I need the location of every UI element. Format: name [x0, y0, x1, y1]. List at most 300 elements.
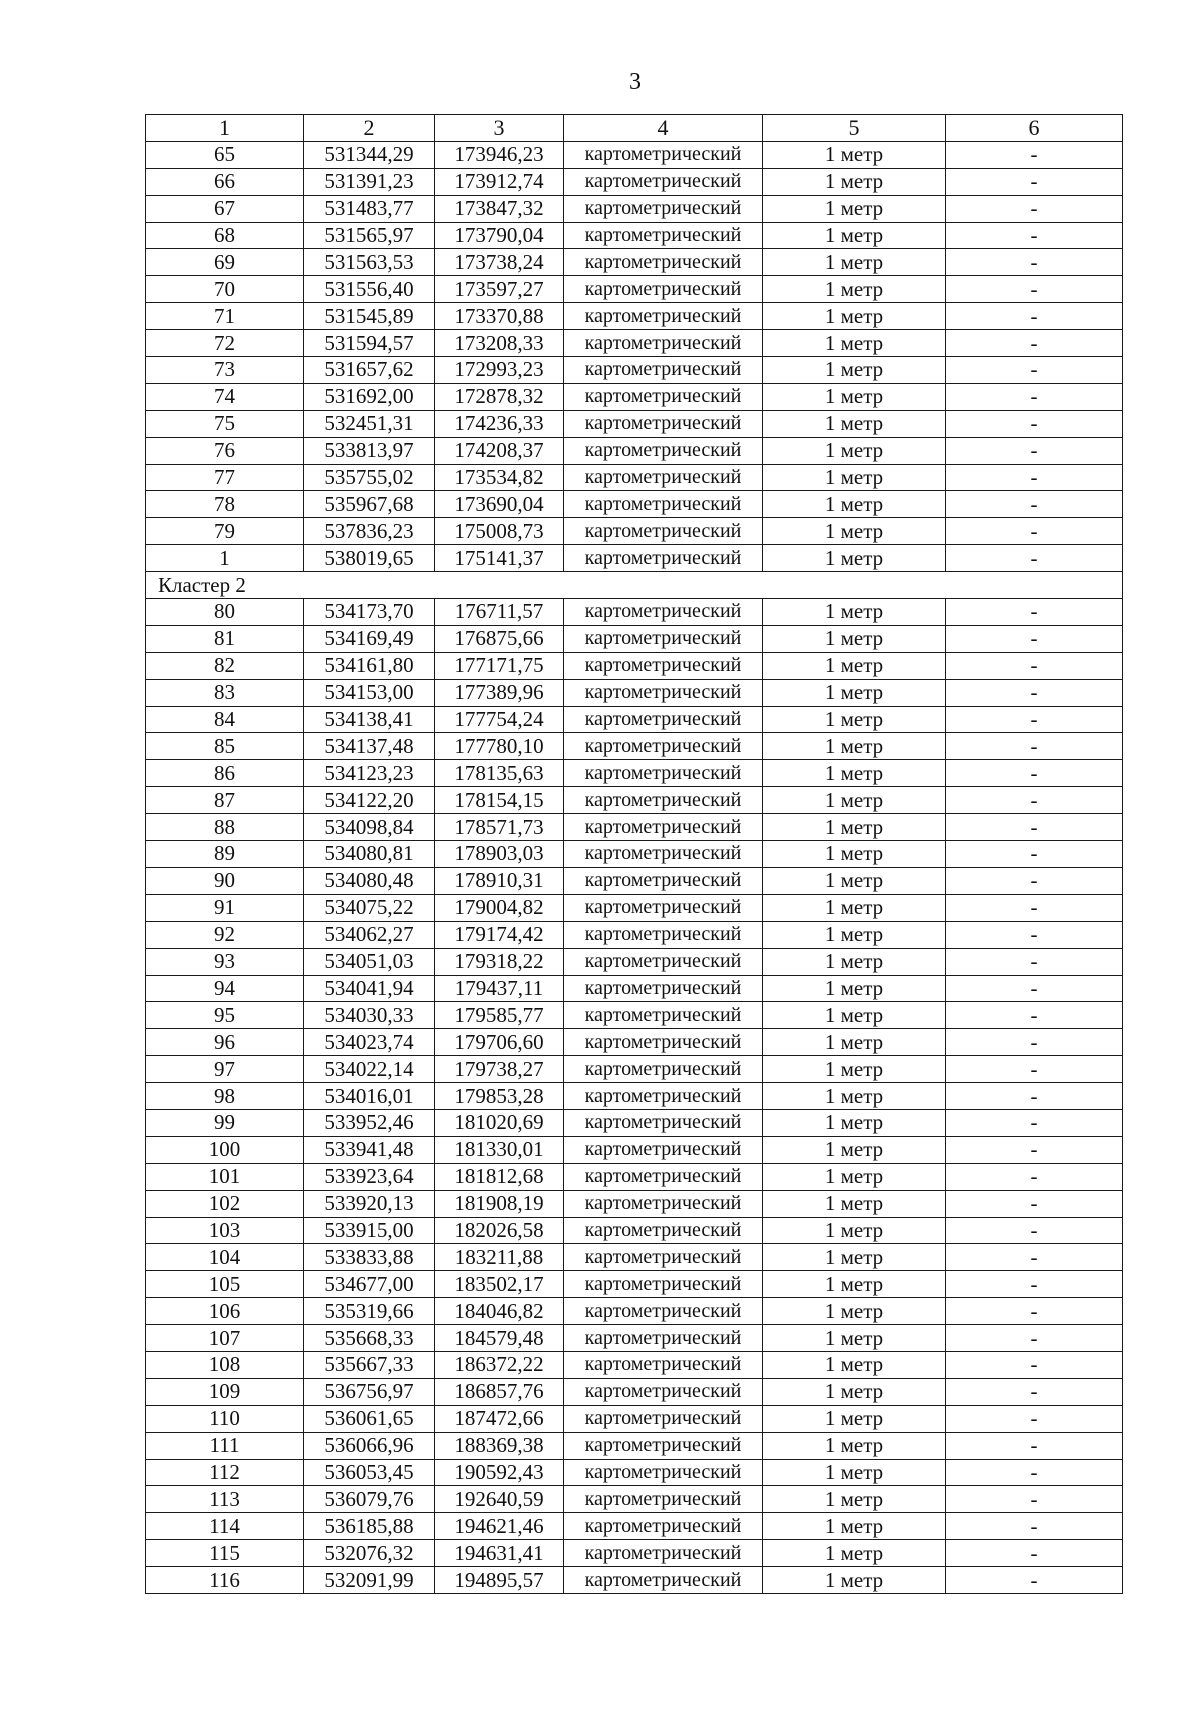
point-number-cell: 100 — [146, 1136, 304, 1163]
note-cell: - — [946, 249, 1123, 276]
y-coordinate-cell: 178571,73 — [435, 814, 564, 841]
column-header-6: 6 — [946, 115, 1123, 142]
y-coordinate-cell: 173790,04 — [435, 222, 564, 249]
method-cell: картометрический — [564, 948, 763, 975]
point-number-cell: 72 — [146, 330, 304, 357]
point-number-cell: 69 — [146, 249, 304, 276]
x-coordinate-cell: 531344,29 — [304, 141, 435, 168]
x-coordinate-cell: 534122,20 — [304, 787, 435, 814]
y-coordinate-cell: 179004,82 — [435, 894, 564, 921]
table-row — [146, 787, 1123, 814]
table-row — [146, 545, 1123, 572]
accuracy-cell: 1 метр — [763, 1109, 946, 1136]
table-row — [146, 652, 1123, 679]
table-row — [146, 1486, 1123, 1513]
y-coordinate-cell: 177171,75 — [435, 652, 564, 679]
accuracy-cell: 1 метр — [763, 222, 946, 249]
table-row — [146, 1271, 1123, 1298]
x-coordinate-cell: 536061,65 — [304, 1405, 435, 1432]
point-number-cell: 97 — [146, 1056, 304, 1083]
y-coordinate-cell: 179318,22 — [435, 948, 564, 975]
note-cell: - — [946, 1136, 1123, 1163]
table-row — [146, 1136, 1123, 1163]
point-number-cell: 96 — [146, 1029, 304, 1056]
method-cell: картометрический — [564, 841, 763, 868]
x-coordinate-cell: 534041,94 — [304, 975, 435, 1002]
note-cell: - — [946, 1432, 1123, 1459]
note-cell: - — [946, 303, 1123, 330]
x-coordinate-cell: 535319,66 — [304, 1298, 435, 1325]
point-number-cell: 1 — [146, 545, 304, 572]
method-cell: картометрический — [564, 1432, 763, 1459]
accuracy-cell: 1 метр — [763, 706, 946, 733]
x-coordinate-cell: 531391,23 — [304, 168, 435, 195]
accuracy-cell: 1 метр — [763, 599, 946, 626]
y-coordinate-cell: 192640,59 — [435, 1486, 564, 1513]
point-number-cell: 81 — [146, 625, 304, 652]
table-row — [146, 1378, 1123, 1405]
y-coordinate-cell: 186857,76 — [435, 1378, 564, 1405]
table-row — [146, 625, 1123, 652]
y-coordinate-cell: 190592,43 — [435, 1459, 564, 1486]
y-coordinate-cell: 175008,73 — [435, 518, 564, 545]
x-coordinate-cell: 531594,57 — [304, 330, 435, 357]
point-number-cell: 83 — [146, 679, 304, 706]
method-cell: картометрический — [564, 625, 763, 652]
y-coordinate-cell: 173208,33 — [435, 330, 564, 357]
accuracy-cell: 1 метр — [763, 948, 946, 975]
note-cell: - — [946, 679, 1123, 706]
table-row — [146, 841, 1123, 868]
accuracy-cell: 1 метр — [763, 1056, 946, 1083]
x-coordinate-cell: 533833,88 — [304, 1244, 435, 1271]
method-cell: картометрический — [564, 814, 763, 841]
table-row — [146, 222, 1123, 249]
table-row — [146, 1298, 1123, 1325]
point-number-cell: 115 — [146, 1540, 304, 1567]
x-coordinate-cell: 532091,99 — [304, 1567, 435, 1594]
table-row — [146, 383, 1123, 410]
accuracy-cell: 1 метр — [763, 1298, 946, 1325]
page-number: 3 — [629, 69, 641, 95]
table-row — [146, 1109, 1123, 1136]
note-cell: - — [946, 1325, 1123, 1352]
method-cell: картометрический — [564, 1325, 763, 1352]
table-row — [146, 1002, 1123, 1029]
point-number-cell: 87 — [146, 787, 304, 814]
accuracy-cell: 1 метр — [763, 303, 946, 330]
note-cell: - — [946, 652, 1123, 679]
note-cell: - — [946, 1002, 1123, 1029]
accuracy-cell: 1 метр — [763, 1567, 946, 1594]
note-cell: - — [946, 894, 1123, 921]
accuracy-cell: 1 метр — [763, 1405, 946, 1432]
method-cell: картометрический — [564, 222, 763, 249]
x-coordinate-cell: 534153,00 — [304, 679, 435, 706]
accuracy-cell: 1 метр — [763, 1002, 946, 1029]
y-coordinate-cell: 173847,32 — [435, 195, 564, 222]
method-cell: картометрический — [564, 894, 763, 921]
table-row — [146, 437, 1123, 464]
note-cell: - — [946, 1298, 1123, 1325]
method-cell: картометрический — [564, 249, 763, 276]
accuracy-cell: 1 метр — [763, 276, 946, 303]
point-number-cell: 101 — [146, 1163, 304, 1190]
y-coordinate-cell: 173912,74 — [435, 168, 564, 195]
method-cell: картометрический — [564, 1056, 763, 1083]
y-coordinate-cell: 173690,04 — [435, 491, 564, 518]
x-coordinate-cell: 531483,77 — [304, 195, 435, 222]
method-cell: картометрический — [564, 491, 763, 518]
point-number-cell: 104 — [146, 1244, 304, 1271]
accuracy-cell: 1 метр — [763, 975, 946, 1002]
method-cell: картометрический — [564, 975, 763, 1002]
table-row — [146, 1459, 1123, 1486]
x-coordinate-cell: 532076,32 — [304, 1540, 435, 1567]
note-cell: - — [946, 195, 1123, 222]
accuracy-cell: 1 метр — [763, 410, 946, 437]
y-coordinate-cell: 184046,82 — [435, 1298, 564, 1325]
note-cell: - — [946, 357, 1123, 384]
x-coordinate-cell: 536066,96 — [304, 1432, 435, 1459]
accuracy-cell: 1 метр — [763, 814, 946, 841]
note-cell: - — [946, 867, 1123, 894]
accuracy-cell: 1 метр — [763, 1540, 946, 1567]
y-coordinate-cell: 175141,37 — [435, 545, 564, 572]
y-coordinate-cell: 184579,48 — [435, 1325, 564, 1352]
table-row — [146, 1325, 1123, 1352]
column-header-2: 2 — [304, 115, 435, 142]
method-cell: картометрический — [564, 1271, 763, 1298]
table-row — [146, 1190, 1123, 1217]
point-number-cell: 99 — [146, 1109, 304, 1136]
x-coordinate-cell: 534169,49 — [304, 625, 435, 652]
method-cell: картометрический — [564, 303, 763, 330]
note-cell: - — [946, 733, 1123, 760]
table-row — [146, 1405, 1123, 1432]
method-cell: картометрический — [564, 1244, 763, 1271]
point-number-cell: 112 — [146, 1459, 304, 1486]
method-cell: картометрический — [564, 276, 763, 303]
y-coordinate-cell: 194895,57 — [435, 1567, 564, 1594]
note-cell: - — [946, 518, 1123, 545]
note-cell: - — [946, 1271, 1123, 1298]
table-row — [146, 276, 1123, 303]
note-cell: - — [946, 1244, 1123, 1271]
note-cell: - — [946, 1459, 1123, 1486]
table-row — [146, 706, 1123, 733]
accuracy-cell: 1 метр — [763, 330, 946, 357]
point-number-cell: 73 — [146, 357, 304, 384]
method-cell: картометрический — [564, 1351, 763, 1378]
point-number-cell: 102 — [146, 1190, 304, 1217]
accuracy-cell: 1 метр — [763, 195, 946, 222]
accuracy-cell: 1 метр — [763, 867, 946, 894]
note-cell: - — [946, 948, 1123, 975]
point-number-cell: 77 — [146, 464, 304, 491]
point-number-cell: 86 — [146, 760, 304, 787]
method-cell: картометрический — [564, 1486, 763, 1513]
y-coordinate-cell: 183502,17 — [435, 1271, 564, 1298]
point-number-cell: 75 — [146, 410, 304, 437]
note-cell: - — [946, 1351, 1123, 1378]
y-coordinate-cell: 179174,42 — [435, 921, 564, 948]
header-row — [146, 115, 1123, 142]
method-cell: картометрический — [564, 1513, 763, 1540]
y-coordinate-cell: 179585,77 — [435, 1002, 564, 1029]
method-cell: картометрический — [564, 1567, 763, 1594]
point-number-cell: 90 — [146, 867, 304, 894]
x-coordinate-cell: 534098,84 — [304, 814, 435, 841]
y-coordinate-cell: 178903,03 — [435, 841, 564, 868]
accuracy-cell: 1 метр — [763, 1351, 946, 1378]
y-coordinate-cell: 174236,33 — [435, 410, 564, 437]
x-coordinate-cell: 534161,80 — [304, 652, 435, 679]
accuracy-cell: 1 метр — [763, 1432, 946, 1459]
note-cell: - — [946, 706, 1123, 733]
accuracy-cell: 1 метр — [763, 1378, 946, 1405]
method-cell: картометрический — [564, 1002, 763, 1029]
x-coordinate-cell: 533920,13 — [304, 1190, 435, 1217]
point-number-cell: 66 — [146, 168, 304, 195]
x-coordinate-cell: 534677,00 — [304, 1271, 435, 1298]
point-number-cell: 111 — [146, 1432, 304, 1459]
table-row — [146, 975, 1123, 1002]
table-row — [146, 760, 1123, 787]
table-row — [146, 330, 1123, 357]
y-coordinate-cell: 181330,01 — [435, 1136, 564, 1163]
accuracy-cell: 1 метр — [763, 168, 946, 195]
method-cell: картометрический — [564, 1190, 763, 1217]
note-cell: - — [946, 464, 1123, 491]
y-coordinate-cell: 179738,27 — [435, 1056, 564, 1083]
x-coordinate-cell: 533941,48 — [304, 1136, 435, 1163]
note-cell: - — [946, 841, 1123, 868]
y-coordinate-cell: 179853,28 — [435, 1083, 564, 1110]
point-number-cell: 107 — [146, 1325, 304, 1352]
note-cell: - — [946, 1217, 1123, 1244]
table-header — [146, 115, 1123, 142]
note-cell: - — [946, 168, 1123, 195]
x-coordinate-cell: 535667,33 — [304, 1351, 435, 1378]
accuracy-cell: 1 метр — [763, 141, 946, 168]
note-cell: - — [946, 921, 1123, 948]
method-cell: картометрический — [564, 867, 763, 894]
accuracy-cell: 1 метр — [763, 921, 946, 948]
y-coordinate-cell: 178154,15 — [435, 787, 564, 814]
y-coordinate-cell: 173597,27 — [435, 276, 564, 303]
method-cell: картометрический — [564, 760, 763, 787]
x-coordinate-cell: 534075,22 — [304, 894, 435, 921]
cluster-heading: Кластер 2 — [146, 572, 1123, 599]
point-number-cell: 94 — [146, 975, 304, 1002]
note-cell: - — [946, 1405, 1123, 1432]
note-cell: - — [946, 787, 1123, 814]
accuracy-cell: 1 метр — [763, 894, 946, 921]
point-number-cell: 103 — [146, 1217, 304, 1244]
method-cell: картометрический — [564, 652, 763, 679]
point-number-cell: 109 — [146, 1378, 304, 1405]
table-row — [146, 518, 1123, 545]
accuracy-cell: 1 метр — [763, 787, 946, 814]
x-coordinate-cell: 534173,70 — [304, 599, 435, 626]
y-coordinate-cell: 187472,66 — [435, 1405, 564, 1432]
table-body — [146, 141, 1123, 1593]
method-cell: картометрический — [564, 195, 763, 222]
point-number-cell: 89 — [146, 841, 304, 868]
x-coordinate-cell: 534030,33 — [304, 1002, 435, 1029]
method-cell: картометрический — [564, 141, 763, 168]
note-cell: - — [946, 814, 1123, 841]
x-coordinate-cell: 531692,00 — [304, 383, 435, 410]
point-number-cell: 95 — [146, 1002, 304, 1029]
method-cell: картометрический — [564, 1029, 763, 1056]
accuracy-cell: 1 метр — [763, 625, 946, 652]
accuracy-cell: 1 метр — [763, 1136, 946, 1163]
x-coordinate-cell: 531545,89 — [304, 303, 435, 330]
y-coordinate-cell: 173534,82 — [435, 464, 564, 491]
point-number-cell: 110 — [146, 1405, 304, 1432]
y-coordinate-cell: 176875,66 — [435, 625, 564, 652]
x-coordinate-cell: 534023,74 — [304, 1029, 435, 1056]
note-cell: - — [946, 1486, 1123, 1513]
table-row — [146, 195, 1123, 222]
note-cell: - — [946, 599, 1123, 626]
y-coordinate-cell: 172993,23 — [435, 357, 564, 384]
note-cell: - — [946, 410, 1123, 437]
point-number-cell: 70 — [146, 276, 304, 303]
method-cell: картометрический — [564, 410, 763, 437]
accuracy-cell: 1 метр — [763, 1271, 946, 1298]
point-number-cell: 113 — [146, 1486, 304, 1513]
table-row — [146, 1513, 1123, 1540]
table-row — [146, 894, 1123, 921]
y-coordinate-cell: 182026,58 — [435, 1217, 564, 1244]
point-number-cell: 67 — [146, 195, 304, 222]
table-row — [146, 303, 1123, 330]
accuracy-cell: 1 метр — [763, 1217, 946, 1244]
table-row — [146, 1163, 1123, 1190]
note-cell: - — [946, 1029, 1123, 1056]
accuracy-cell: 1 метр — [763, 1083, 946, 1110]
accuracy-cell: 1 метр — [763, 491, 946, 518]
accuracy-cell: 1 метр — [763, 1513, 946, 1540]
x-coordinate-cell: 538019,65 — [304, 545, 435, 572]
y-coordinate-cell: 173946,23 — [435, 141, 564, 168]
x-coordinate-cell: 534022,14 — [304, 1056, 435, 1083]
table-row — [146, 168, 1123, 195]
accuracy-cell: 1 метр — [763, 760, 946, 787]
table-row — [146, 1217, 1123, 1244]
point-number-cell: 80 — [146, 599, 304, 626]
method-cell: картометрический — [564, 330, 763, 357]
table-row — [146, 1083, 1123, 1110]
accuracy-cell: 1 метр — [763, 1163, 946, 1190]
note-cell: - — [946, 625, 1123, 652]
x-coordinate-cell: 535755,02 — [304, 464, 435, 491]
y-coordinate-cell: 173370,88 — [435, 303, 564, 330]
x-coordinate-cell: 536185,88 — [304, 1513, 435, 1540]
accuracy-cell: 1 метр — [763, 841, 946, 868]
y-coordinate-cell: 181812,68 — [435, 1163, 564, 1190]
coordinates-table — [145, 114, 1123, 1594]
x-coordinate-cell: 533813,97 — [304, 437, 435, 464]
accuracy-cell: 1 метр — [763, 733, 946, 760]
point-number-cell: 74 — [146, 383, 304, 410]
x-coordinate-cell: 534062,27 — [304, 921, 435, 948]
note-cell: - — [946, 1109, 1123, 1136]
x-coordinate-cell: 534080,48 — [304, 867, 435, 894]
accuracy-cell: 1 метр — [763, 518, 946, 545]
x-coordinate-cell: 534080,81 — [304, 841, 435, 868]
point-number-cell: 108 — [146, 1351, 304, 1378]
point-number-cell: 114 — [146, 1513, 304, 1540]
note-cell: - — [946, 975, 1123, 1002]
point-number-cell: 84 — [146, 706, 304, 733]
y-coordinate-cell: 173738,24 — [435, 249, 564, 276]
x-coordinate-cell: 533915,00 — [304, 1217, 435, 1244]
y-coordinate-cell: 174208,37 — [435, 437, 564, 464]
y-coordinate-cell: 194631,41 — [435, 1540, 564, 1567]
table-row — [146, 1432, 1123, 1459]
accuracy-cell: 1 метр — [763, 464, 946, 491]
method-cell: картометрический — [564, 1109, 763, 1136]
table-row — [146, 249, 1123, 276]
point-number-cell: 78 — [146, 491, 304, 518]
x-coordinate-cell: 536079,76 — [304, 1486, 435, 1513]
accuracy-cell: 1 метр — [763, 1325, 946, 1352]
note-cell: - — [946, 491, 1123, 518]
column-header-1: 1 — [146, 115, 304, 142]
column-header-4: 4 — [564, 115, 763, 142]
point-number-cell: 93 — [146, 948, 304, 975]
point-number-cell: 76 — [146, 437, 304, 464]
y-coordinate-cell: 179437,11 — [435, 975, 564, 1002]
accuracy-cell: 1 метр — [763, 357, 946, 384]
y-coordinate-cell: 172878,32 — [435, 383, 564, 410]
note-cell: - — [946, 545, 1123, 572]
point-number-cell: 88 — [146, 814, 304, 841]
x-coordinate-cell: 532451,31 — [304, 410, 435, 437]
note-cell: - — [946, 330, 1123, 357]
point-number-cell: 105 — [146, 1271, 304, 1298]
table-row — [146, 491, 1123, 518]
table-row — [146, 1540, 1123, 1567]
x-coordinate-cell: 535967,68 — [304, 491, 435, 518]
table-row — [146, 679, 1123, 706]
y-coordinate-cell: 186372,22 — [435, 1351, 564, 1378]
table-row — [146, 814, 1123, 841]
x-coordinate-cell: 534051,03 — [304, 948, 435, 975]
point-number-cell: 98 — [146, 1083, 304, 1110]
x-coordinate-cell: 533952,46 — [304, 1109, 435, 1136]
y-coordinate-cell: 178910,31 — [435, 867, 564, 894]
x-coordinate-cell: 534137,48 — [304, 733, 435, 760]
point-number-cell: 106 — [146, 1298, 304, 1325]
note-cell: - — [946, 383, 1123, 410]
method-cell: картометрический — [564, 383, 763, 410]
x-coordinate-cell: 531563,53 — [304, 249, 435, 276]
note-cell: - — [946, 437, 1123, 464]
method-cell: картометрический — [564, 357, 763, 384]
point-number-cell: 82 — [146, 652, 304, 679]
method-cell: картометрический — [564, 1083, 763, 1110]
accuracy-cell: 1 метр — [763, 1486, 946, 1513]
note-cell: - — [946, 276, 1123, 303]
method-cell: картометрический — [564, 1378, 763, 1405]
cluster-heading-row — [146, 572, 1123, 599]
y-coordinate-cell: 179706,60 — [435, 1029, 564, 1056]
